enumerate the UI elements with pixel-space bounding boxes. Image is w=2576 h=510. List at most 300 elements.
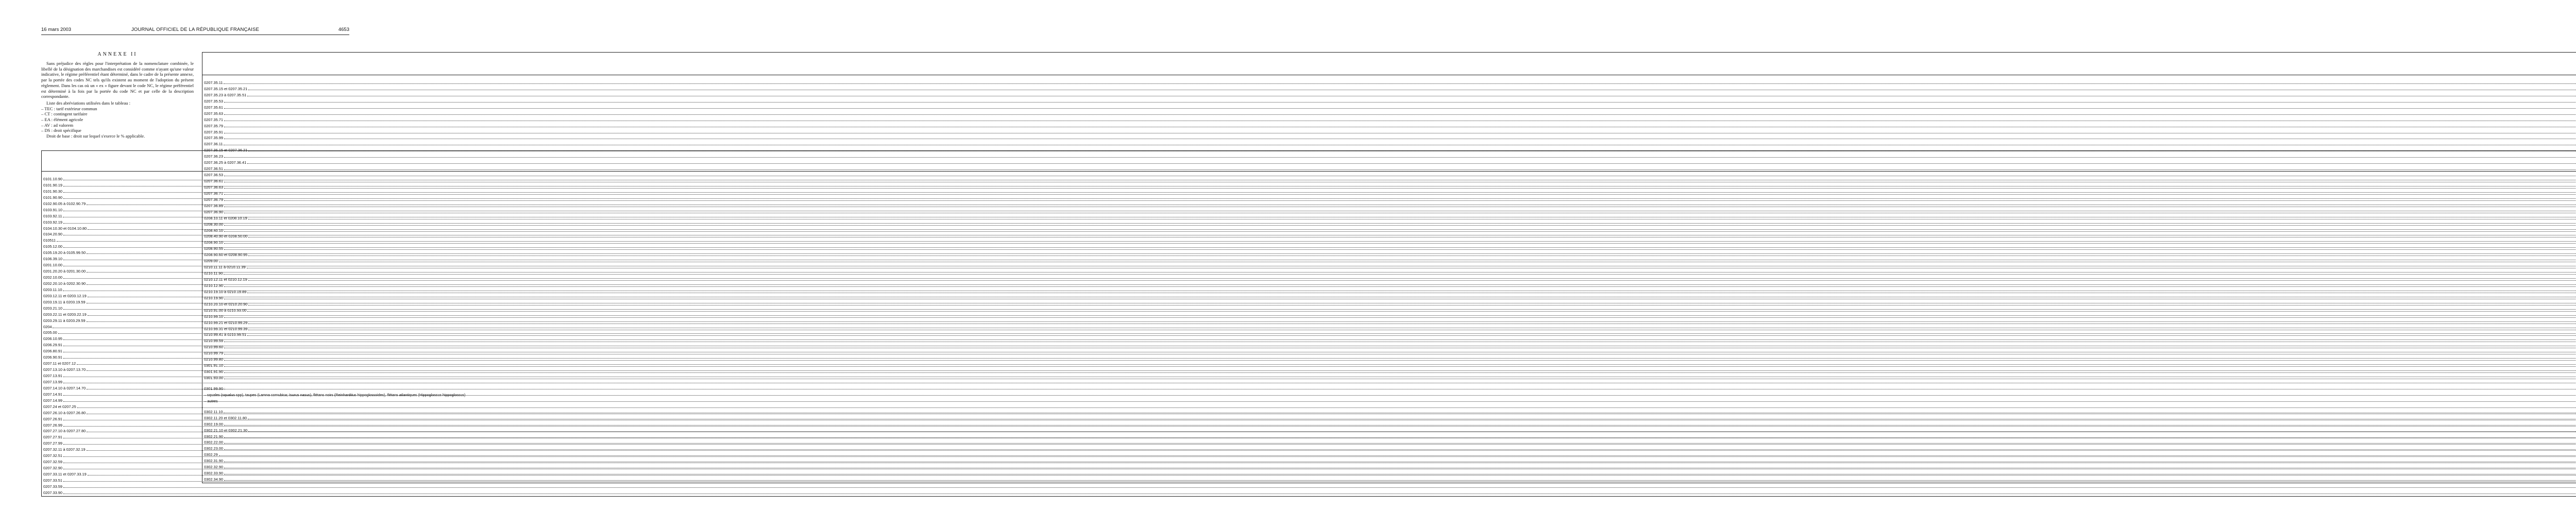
nc-code-text: 0209.00 (204, 259, 218, 264)
nc-code-text: 0210.99.59 (204, 338, 223, 344)
nc-code-text: 0302.34.90 (204, 477, 223, 482)
nc-code (202, 147, 2576, 154)
nc-code (202, 428, 2576, 434)
nc-code-text: 0207.26.99 (43, 422, 62, 428)
table-row (202, 123, 2576, 129)
nc-code (202, 129, 2576, 135)
nc-code (202, 434, 2576, 440)
nc-code-text: 0208.40.90 et 0208.50.00 (204, 234, 248, 239)
nc-code (202, 178, 2576, 184)
dot-leader (224, 181, 2576, 182)
nc-code-text: 0207.35.53 (204, 98, 223, 104)
dot-leader (224, 249, 2576, 250)
nc-code-text: 0302.31.90 (204, 458, 223, 464)
table-row (202, 470, 2576, 477)
nc-code-text: 0210.99.60 (204, 345, 223, 350)
nc-code-text: 0207.14.10 à 0207.14.70 (43, 385, 86, 390)
dot-leader (224, 138, 2576, 139)
nc-code-text: 0101.90.30 (43, 189, 62, 194)
nc-code (202, 375, 2576, 381)
dot-leader (224, 461, 2576, 462)
special-description: – squales (squalus spp), taupes (Lamna cornubica; Isurus nasus), flétans noirs (Reinhardtius hippoglossoides), flétans atlantiques (Hippoglossus hippoglossus) (202, 392, 2576, 398)
table-row (202, 415, 2576, 421)
nc-code (42, 490, 2576, 496)
dot-leader (224, 449, 2576, 450)
nc-code-text: 0207.11 et 0207.12 (43, 361, 76, 366)
table-row (202, 295, 2576, 301)
nc-code (202, 228, 2576, 234)
dot-leader (248, 304, 2576, 305)
nc-code (202, 446, 2576, 452)
nc-code-text: 0207.36.90 (204, 209, 223, 214)
nc-code (202, 295, 2576, 301)
nc-code (202, 363, 2576, 369)
nc-code-text: 010511 (43, 238, 56, 243)
nc-code-text: 0202.10.00 (43, 275, 62, 280)
dot-leader (248, 280, 2576, 281)
table-row (202, 172, 2576, 178)
nc-code-text: 0207.26.91 (43, 416, 62, 421)
nc-code-text: 0207.36.61 (204, 179, 223, 183)
table-row (202, 135, 2576, 141)
page-header (41, 27, 349, 34)
nc-code (202, 252, 2576, 258)
nc-code-text: 0210.12.11 et 0210.12.19 (204, 277, 247, 282)
nc-code-text: 0208.90.10 (204, 240, 223, 245)
nc-code (202, 105, 2576, 111)
dot-leader (224, 120, 2576, 121)
nc-code-text: 0203.29.11 à 0203.29.59 (43, 318, 86, 323)
nc-code-text: 0208.90.55 (204, 246, 223, 251)
nc-code (202, 209, 2576, 215)
dot-leader (248, 218, 2576, 219)
nc-code-text: 0207.13.99 (43, 379, 62, 384)
nc-code-text: 0105.19.20 à 0105.99.50 (43, 250, 86, 256)
nc-code (202, 117, 2576, 123)
table-row (202, 446, 2576, 452)
nc-code (202, 233, 2576, 240)
nc-code-text: 0207.32.51 (43, 453, 62, 458)
nc-code-text: 0207.36.23 (204, 154, 223, 159)
table-row (202, 117, 2576, 123)
nc-code-text: 0210.99.31 et 0210.99.39 (204, 326, 248, 331)
nc-code (202, 80, 2576, 86)
nc-code-text: 0207.36.25 à 0207.36.41 (204, 160, 247, 165)
dot-leader (247, 292, 2576, 293)
table-row (202, 439, 2576, 446)
nc-code (202, 270, 2576, 277)
dot-leader (224, 108, 2576, 109)
dot-leader (224, 473, 2576, 474)
dot-leader (247, 95, 2576, 96)
table-row (202, 464, 2576, 470)
dot-leader (247, 335, 2576, 336)
nc-code (202, 258, 2576, 264)
dot-leader (224, 157, 2576, 158)
nc-code-text: 0202.20.10 à 0202.30.90 (43, 281, 86, 286)
nc-code-text: 0206.10.95 (43, 336, 62, 342)
right-tariff-table (202, 52, 2576, 483)
nc-code (202, 464, 2576, 470)
table-row (202, 98, 2576, 105)
nc-code-text: 0210.99.79 (204, 351, 223, 356)
nc-code-text: 0302.23.00 (204, 446, 223, 451)
dot-leader (224, 101, 2576, 103)
nc-code-text: 0201.10.00 (43, 263, 62, 268)
dot-leader (224, 200, 2576, 201)
dot-leader (224, 175, 2576, 176)
nc-code-text: 0207.36.71 (204, 191, 223, 196)
dot-leader (224, 206, 2576, 207)
nc-code (202, 203, 2576, 209)
nc-code-text: 0210.12.90 (204, 283, 223, 288)
table-row (42, 490, 2576, 496)
nc-code-text: 0204 (43, 324, 52, 329)
table-row (202, 344, 2576, 350)
nc-code (202, 283, 2576, 289)
dot-leader (224, 298, 2576, 299)
abbrev-list (41, 106, 194, 134)
nc-code-text: 0210.19.10 à 0210.19.89 (204, 289, 247, 294)
nc-code-text: 0207.33.90 (43, 490, 62, 495)
nc-code-text: 0207.35.71 (204, 117, 223, 122)
dot-leader (224, 412, 2576, 413)
nc-code (202, 264, 2576, 270)
nc-code-text: 0207.27.10 à 0207.27.80 (43, 429, 86, 434)
nc-code (202, 92, 2576, 98)
nc-code-text: 0207.35.63 (204, 111, 223, 116)
nc-code-text: 0203.12.11 et 0203.12.19 (43, 293, 87, 298)
nc-code-text: 0302.21.90 (204, 434, 223, 439)
dot-leader (224, 114, 2576, 115)
nc-code-text: 0207.33.11 et 0207.33.19 (43, 472, 87, 477)
dot-leader (247, 163, 2576, 164)
table-row (202, 477, 2576, 483)
nc-code-text: 0207.36.11 (204, 142, 223, 147)
table-row (202, 277, 2576, 283)
table-row (202, 350, 2576, 356)
nc-code-text: 0106.39.10 (43, 257, 62, 262)
table-row (202, 369, 2576, 375)
nc-code-text: 0207.36.63 (204, 184, 223, 190)
table-row (202, 154, 2576, 160)
nc-code-text: 0210.11.11 à 0210.11.39 (204, 265, 246, 270)
table-row (202, 289, 2576, 295)
nc-code-text: 0302.11.20 et 0302.11.80 (204, 415, 247, 420)
nc-code-text: 0210.99.41 à 0210.99.51 (204, 332, 247, 337)
nc-code-text: 0207.13.10 à 0207.13.70 (43, 367, 86, 372)
table-row (202, 228, 2576, 234)
table-row (202, 409, 2576, 415)
nc-code-text: 0301.91.90 (204, 369, 223, 375)
nc-code-text: 0207.36.53 (204, 173, 223, 178)
nc-code-text: 0207.35.91 (204, 129, 223, 134)
nc-code-text: 0105.12.00 (43, 244, 62, 249)
nc-code-text: 0207.35.11 (204, 80, 223, 85)
table-row (42, 484, 2576, 490)
dot-leader (224, 317, 2576, 318)
abbrev-item: – TEC : tarif extérieur commun (41, 106, 97, 111)
nc-code-text: 0104.10.30 et 0104.10.80 (43, 226, 87, 231)
nc-code (202, 277, 2576, 283)
nc-code (202, 160, 2576, 166)
dot-leader (248, 329, 2576, 330)
nc-code (202, 332, 2576, 338)
nc-code-text: 0207.35.23 à 0207.35.51 (204, 92, 247, 97)
table-row (202, 434, 2576, 440)
nc-code-text: 0207.33.59 (43, 484, 62, 489)
table-row (202, 308, 2576, 314)
dot-leader (224, 353, 2576, 354)
abbrev-item: – CT : contingent tarifaire (41, 111, 88, 117)
nc-code-text: 0302.33.90 (204, 471, 223, 476)
dot-leader (224, 231, 2576, 232)
nc-code (202, 344, 2576, 350)
table-row (202, 160, 2576, 166)
nc-code-text: 0203.11.10 (43, 287, 62, 292)
nc-code (202, 111, 2576, 117)
dot-leader (224, 83, 2576, 84)
special-entry (202, 381, 2576, 409)
nc-code (202, 172, 2576, 178)
nc-code (202, 369, 2576, 375)
nc-code-text: 0207.14.91 (43, 392, 62, 397)
nc-code-text: 0301.91.10 (204, 363, 223, 368)
table-row (202, 215, 2576, 222)
nc-code-text: 0208.40.10 (204, 228, 223, 233)
nc-code (202, 141, 2576, 147)
nc-code-text: 0103.92.19 (43, 219, 62, 225)
table-row (202, 252, 2576, 258)
nc-code-text: 0207.35.61 (204, 105, 223, 110)
table-row (202, 320, 2576, 326)
nc-code-text: 0301.93.00 (204, 376, 223, 380)
nc-code (202, 314, 2576, 320)
nc-code-text: 0207.36.89 (204, 203, 223, 208)
table-row (202, 209, 2576, 215)
dot-leader (224, 274, 2576, 275)
nc-code-text: 0104.20.90 (43, 232, 62, 237)
annexe-text (41, 52, 194, 139)
nc-code-text: 0206.29.91 (43, 343, 62, 348)
nc-code (202, 222, 2576, 228)
nc-code-text: 0207.26.10 à 0207.26.80 (43, 410, 86, 415)
table-row (202, 301, 2576, 308)
issue-date: 16 mars 2003 (41, 27, 72, 32)
nc-code-text: 0207.14.99 (43, 398, 62, 403)
table-row (202, 458, 2576, 464)
dot-leader (63, 487, 2576, 488)
nc-code-text: 0302.11.10 (204, 409, 223, 414)
nc-code-text: 0101.90.19 (43, 182, 62, 188)
dot-leader (224, 188, 2576, 189)
abbrev-item: – AV : ad valorem (41, 122, 74, 128)
page-number: 4653 (338, 27, 349, 32)
dot-leader (248, 89, 2576, 90)
nc-code (202, 191, 2576, 197)
dot-leader (248, 255, 2576, 256)
abbrev-item: – EA : élément agricole (41, 117, 83, 123)
nc-code-text: 0207.32.90 (43, 466, 62, 471)
nc-code-text: 0302.32.90 (204, 465, 223, 470)
nc-code-text: 0207.27.91 (43, 435, 62, 440)
dot-leader (224, 443, 2576, 444)
dot-leader (248, 150, 2576, 151)
dot-leader (224, 169, 2576, 170)
nc-code-text: 0210.99.21 et 0210.99.29 (204, 320, 248, 325)
annexe-heading: ANNEXE II (97, 52, 138, 57)
nc-code-text: 0207.33.51 (43, 478, 62, 483)
table-row (202, 375, 2576, 381)
nc-code-text: 0207.35.15 et 0207.35.21 (204, 86, 248, 91)
nc-code (202, 409, 2576, 415)
nc-code (202, 477, 2576, 483)
dot-leader (224, 194, 2576, 195)
right-table-body-b (202, 409, 2576, 483)
dot-leader (224, 360, 2576, 361)
nc-code-text: 0210.11.90 (204, 271, 223, 276)
abbrev-intro: Liste des abréviations utilisées dans le tableau : (46, 100, 130, 106)
base-duty-note: Droit de base : droit sur lequel s'exerce le % applicable. (46, 133, 145, 139)
nc-code-text: 0205.00 (43, 330, 57, 335)
nc-code (202, 301, 2576, 308)
table-row (202, 421, 2576, 428)
dot-leader (219, 455, 2576, 456)
dot-leader (224, 132, 2576, 133)
table-row (202, 258, 2576, 264)
table-row (202, 147, 2576, 154)
table-row (202, 283, 2576, 289)
right-table-body (202, 75, 2576, 381)
nc-code-text: 0101.90.90 (43, 195, 62, 200)
table-row (202, 222, 2576, 228)
dot-leader (224, 243, 2576, 244)
nc-code (202, 320, 2576, 326)
dot-leader (248, 431, 2576, 432)
nc-code-text: 0302.21.10 et 0302.21.30 (204, 428, 248, 433)
nc-code-text: 0207.32.11 à 0207.32.19 (43, 447, 86, 452)
nc-code-text: 0203.22.11 et 0203.22.19 (43, 312, 87, 317)
table-row (202, 233, 2576, 240)
nc-code (202, 123, 2576, 129)
dot-leader (248, 418, 2576, 419)
table-row (202, 166, 2576, 172)
nc-code (202, 154, 2576, 160)
table-row (202, 191, 2576, 197)
nc-code (202, 197, 2576, 203)
nc-code-text: 0103.92.11 (43, 213, 62, 218)
nc-code (202, 215, 2576, 222)
table-row (202, 80, 2576, 86)
nc-code-text: 0207.27.99 (43, 441, 62, 446)
table-row (202, 240, 2576, 246)
table-row (202, 428, 2576, 434)
nc-code-text: 0210.99.80 (204, 357, 223, 362)
nc-code-text: 0203.21.10 (43, 305, 62, 311)
nc-code-text: 0207.35.99 (204, 135, 223, 141)
dot-leader (248, 236, 2576, 237)
dot-leader (224, 424, 2576, 426)
nc-code-text: 0201.20.20 à 0201.30.00 (43, 269, 86, 274)
nc-code-text: 0208.10.11 et 0208.10.19 (204, 215, 247, 220)
nc-code-text: 0207.35.79 (204, 123, 223, 128)
special-other: – autres (202, 398, 2576, 404)
nc-code (202, 356, 2576, 363)
table-row (202, 452, 2576, 458)
annexe-paragraph: Sans préjudice des règles pour l'interprétation de la nomenclature combinée, le libellé de la désignation des marchandises est considéré comme n'ayant qu'une valeur indicative, le régime préférentiel étant déterminé, dans le cadre de la présente annexe, par la portée des codes NC tels qu'ils existent au moment de l'adoption du présent règlement. Dans les cas où un « ex » figure devant le code NC, le régime préférentiel est déterminé à la fois par la portée du code NC et par celle de la description correspondante. (41, 61, 194, 99)
nc-code-text: 0210.91.00 à 0210.93.00 (204, 308, 247, 313)
nc-code (202, 326, 2576, 332)
nc-code-text: 0206.90.91 (43, 355, 62, 360)
table-row (202, 86, 2576, 92)
nc-code-text: 0101.10.90 (43, 177, 62, 181)
nc-code-text: 0207.32.59 (43, 460, 62, 465)
journal-title: JOURNAL OFFICIEL DE LA RÉPUBLIQUE FRANÇAISE (131, 27, 260, 32)
dot-leader (224, 437, 2576, 438)
dot-leader (224, 467, 2576, 468)
dot-leader (224, 225, 2576, 226)
nc-code-text: 0207.36.51 (204, 166, 223, 172)
abbrev-item: – DS : droit spécifique (41, 128, 81, 133)
nc-code (202, 240, 2576, 246)
col-header-code (202, 53, 2576, 75)
table-row (202, 246, 2576, 252)
table-row (202, 332, 2576, 338)
dot-leader (224, 341, 2576, 342)
dot-leader (224, 378, 2576, 379)
dot-leader (224, 480, 2576, 481)
table-row (202, 264, 2576, 270)
table-row (202, 270, 2576, 277)
table-row (202, 141, 2576, 147)
nc-code (202, 338, 2576, 344)
table-row (202, 111, 2576, 117)
nc-code (202, 458, 2576, 464)
dot-leader (219, 261, 2576, 262)
dot-leader (247, 267, 2576, 268)
nc-code-text: 0207.36.79 (204, 197, 223, 202)
table-row (202, 178, 2576, 184)
dot-leader (224, 286, 2576, 287)
dot-leader (224, 372, 2576, 373)
table-row (202, 203, 2576, 209)
table-row (202, 326, 2576, 332)
nc-code (202, 452, 2576, 458)
nc-code (202, 184, 2576, 191)
dot-leader (224, 366, 2576, 367)
nc-code-text: 0206.80.91 (43, 349, 62, 354)
dot-leader (63, 493, 2576, 494)
nc-code (202, 470, 2576, 477)
nc-code-text: 0203.19.11 à 0203.19.59 (43, 299, 86, 304)
dot-leader (224, 126, 2576, 127)
nc-code-text: 0208.90.60 et 0208.90.95 (204, 252, 248, 258)
nc-code-text: 0208.30.00 (204, 222, 223, 227)
nc-code (202, 308, 2576, 314)
nc-code (202, 439, 2576, 446)
table-row (202, 314, 2576, 320)
nc-code (202, 135, 2576, 141)
dot-leader (248, 323, 2576, 324)
nc-code-text: 0207.36.15 et 0207.36.21 (204, 148, 248, 153)
nc-code (202, 421, 2576, 428)
dot-leader (224, 347, 2576, 348)
table-row (202, 197, 2576, 203)
table-row (202, 92, 2576, 98)
table-row (202, 129, 2576, 135)
dot-leader (224, 144, 2576, 145)
nc-code-text: 0103.91.10 (43, 207, 62, 212)
